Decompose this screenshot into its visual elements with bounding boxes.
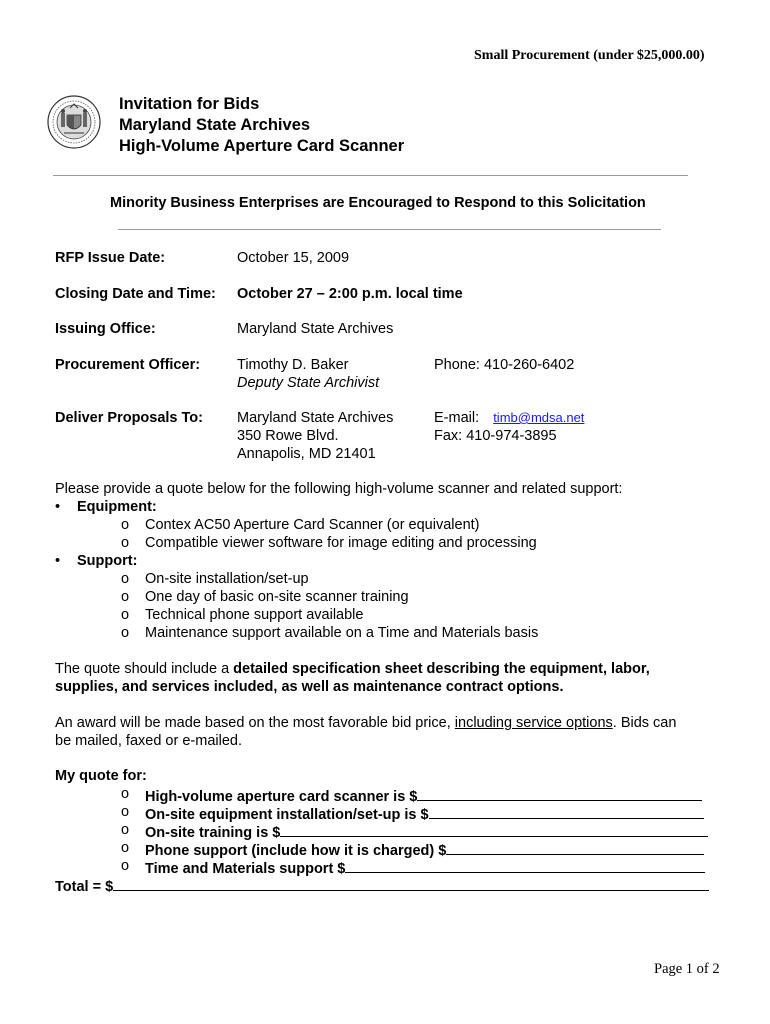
award-underlined: including service options — [454, 715, 613, 731]
circle-bullet-icon: o — [121, 786, 130, 802]
circle-bullet-icon: o — [121, 625, 130, 641]
circle-bullet-icon: o — [121, 607, 130, 623]
circle-bullet-icon: o — [121, 535, 130, 551]
title-line-3: High-Volume Aperture Card Scanner — [119, 137, 405, 155]
deliver-address-line-2: 350 Rowe Blvd. — [237, 428, 339, 444]
deliver-address-line-1: Maryland State Archives — [237, 410, 394, 426]
quote-tm-support-label: Time and Materials support $ — [145, 861, 346, 877]
procurement-officer-name: Timothy D. Baker — [237, 357, 349, 373]
support-heading: Support: — [77, 553, 138, 569]
deliver-address-line-3: Annapolis, MD 21401 — [237, 446, 376, 462]
circle-bullet-icon: o — [121, 804, 130, 820]
quote-phone-support-label: Phone support (include how it is charged) $ — [145, 843, 447, 859]
email-row — [434, 410, 584, 426]
closing-date-label: Closing Date and Time: — [55, 286, 216, 302]
title-line-2: Maryland State Archives — [119, 116, 311, 134]
email-link[interactable]: timb@mdsa.net — [493, 410, 585, 425]
title-line-1: Invitation for Bids — [119, 95, 260, 113]
quote-scanner-label: High-volume aperture card scanner is $ — [145, 789, 418, 805]
issuing-office-value: Maryland State Archives — [237, 321, 394, 337]
header-divider — [53, 175, 688, 176]
closing-date-value: October 27 – 2:00 p.m. local time — [237, 286, 463, 302]
tm-support-price-blank[interactable] — [345, 858, 705, 873]
installation-price-blank[interactable] — [429, 804, 704, 819]
minority-notice: Minority Business Enterprises are Encouraged to Respond to this Solicitation — [110, 195, 646, 211]
issuing-office-label: Issuing Office: — [55, 321, 156, 337]
deliver-proposals-label: Deliver Proposals To: — [55, 410, 203, 426]
page-number: Page 1 of 2 — [654, 961, 720, 977]
fax-number: Fax: 410-974-3895 — [434, 428, 557, 444]
rfp-issue-date-value: October 15, 2009 — [237, 250, 350, 266]
officer-phone: Phone: 410-260-6402 — [434, 357, 575, 373]
quote-bold-2: supplies, and services included, as well as maintenance contract options. — [55, 679, 564, 695]
email-label: E-mail: — [434, 410, 480, 426]
notice-divider — [118, 229, 661, 230]
state-seal-icon — [47, 95, 101, 149]
training-price-blank[interactable] — [280, 822, 708, 837]
quote-line-tm-support — [145, 858, 705, 877]
procurement-note: Small Procurement (under $25,000.00) — [474, 48, 705, 63]
procurement-officer-title: Deputy State Archivist — [237, 375, 380, 391]
equipment-bullet: • Equipment: — [55, 499, 157, 515]
quote-installation-label: On-site equipment installation/set-up is $ — [145, 807, 429, 823]
total-label: Total = $ — [55, 879, 114, 895]
quote-lead: The quote should include a — [55, 661, 234, 677]
support-item: One day of basic on-site scanner training — [145, 589, 409, 605]
support-item: On-site installation/set-up — [145, 571, 309, 587]
quote-paragraph-line-1 — [55, 661, 650, 677]
circle-bullet-icon: o — [121, 840, 130, 856]
quote-training-label: On-site training is $ — [145, 825, 281, 841]
equipment-item: Compatible viewer software for image editing and processing — [145, 535, 537, 551]
support-bullet: • Support: — [55, 553, 138, 569]
total-line — [55, 876, 709, 895]
quote-line-training — [145, 822, 708, 841]
circle-bullet-icon: o — [121, 589, 130, 605]
award-part-2: . Bids can — [612, 715, 677, 731]
rfp-issue-date-label: RFP Issue Date: — [55, 250, 166, 266]
circle-bullet-icon: o — [121, 858, 130, 874]
circle-bullet-icon: o — [121, 517, 130, 533]
circle-bullet-icon: o — [121, 822, 130, 838]
award-paragraph-line-1 — [55, 715, 676, 731]
intro-text: Please provide a quote below for the following high-volume scanner and related support: — [55, 481, 623, 497]
award-part-1: An award will be made based on the most favorable bid price, — [55, 715, 455, 731]
quote-line-scanner — [145, 786, 702, 805]
quote-bold-1: detailed specification sheet describing the equipment, labor, — [233, 661, 650, 677]
quote-line-phone-support — [145, 840, 704, 859]
award-line-2: be mailed, faxed or e-mailed. — [55, 733, 242, 749]
scanner-price-blank[interactable] — [417, 786, 702, 801]
procurement-officer-label: Procurement Officer: — [55, 357, 201, 373]
total-price-blank[interactable] — [113, 876, 709, 891]
equipment-heading: Equipment: — [77, 499, 157, 515]
support-item: Maintenance support available on a Time and Materials basis — [145, 625, 539, 641]
quote-line-installation — [145, 804, 704, 823]
my-quote-heading: My quote for: — [55, 768, 147, 784]
equipment-item: Contex AC50 Aperture Card Scanner (or equivalent) — [145, 517, 480, 533]
support-item: Technical phone support available — [145, 607, 364, 623]
circle-bullet-icon: o — [121, 571, 130, 587]
phone-support-price-blank[interactable] — [446, 840, 704, 855]
